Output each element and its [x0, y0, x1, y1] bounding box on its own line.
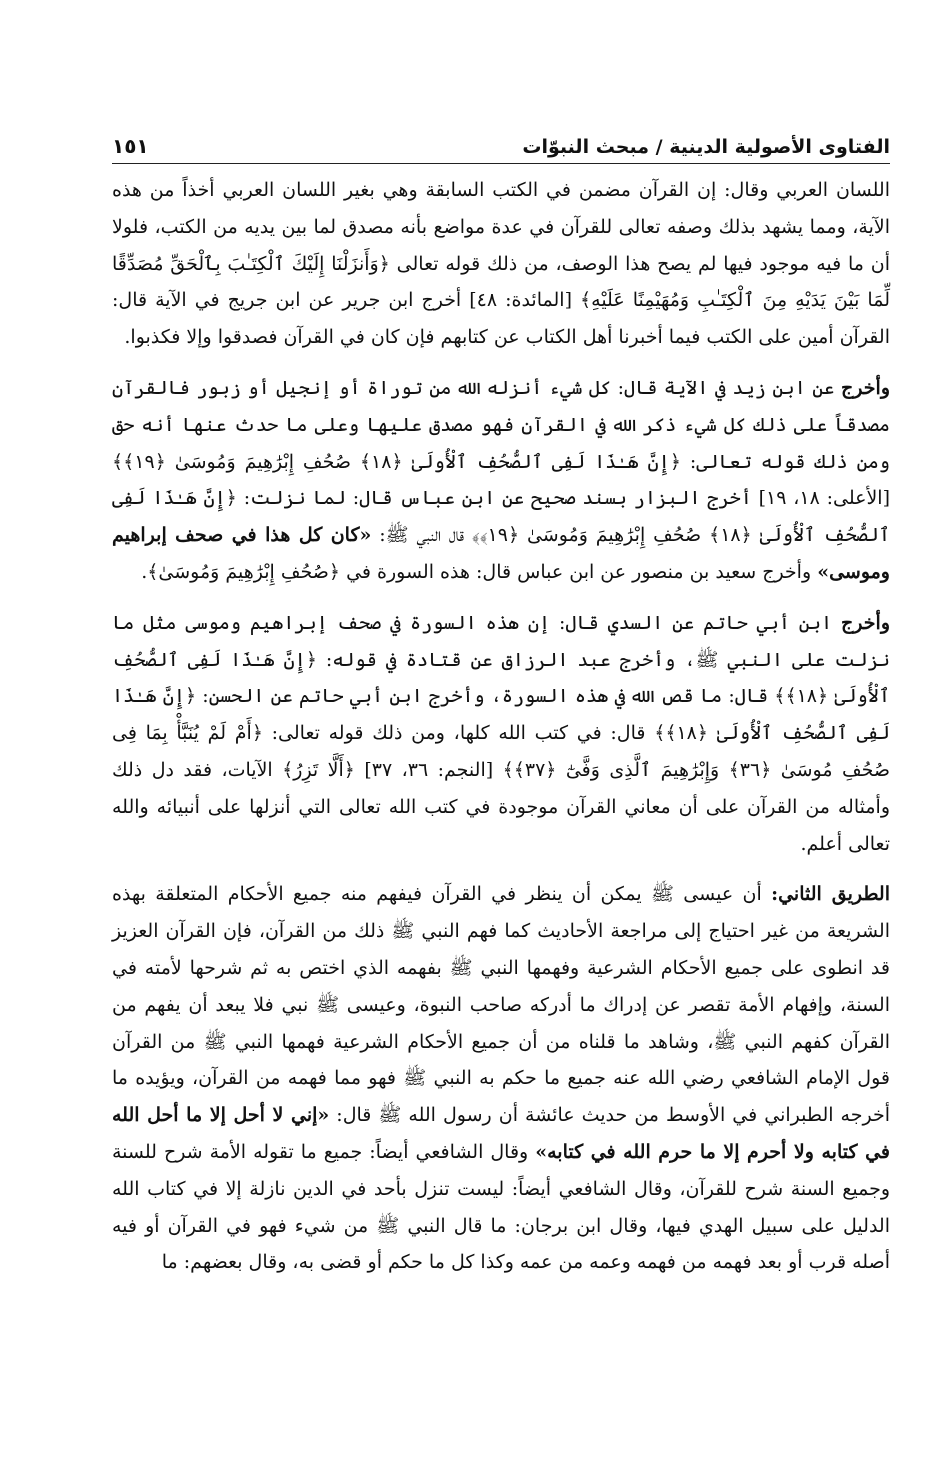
- page-number: ١٥١: [112, 134, 149, 158]
- hadith-quote: «إني لا أحل إلا ما أحل الله في كتابه ولا أحرم إلا ما حرم الله في كتابه»: [112, 1104, 890, 1163]
- section-heading: الطريق الثاني:: [771, 883, 890, 906]
- running-title: الفتاوى الأصولية الدينية / مبحث النبوّات: [522, 136, 890, 158]
- paragraph-text: اللسان العربي وقال: إن القرآن مضمن في الكتب السابقة وهي بغير اللسان العربي أخذاً من هذه الآية، ومما يشهد بذلك وصفه تعالى للقرآن في عدة مواضع بأنه مصدق لما بين يديه من الكتب، فلولا أن ما فيه موجود فيها لم يصح هذا الوصف، من ذلك قوله تعالى ﴿وَأَنزَلْنَا إِلَيْكَ ٱلْكِتَـٰبَ بِٱلْحَقِّ مُصَدِّقًا لِّمَا بَيْنَ يَدَيْهِ مِنَ ٱلْكِتَـٰبِ وَمُهَيْمِنًا عَلَيْهِ﴾ [المائدة: ٤٨] أخرج ابن جرير عن ابن جريج في الآية قال: القرآن أمين على الكتب فيما أخبرنا أهل الكتاب عن كتابهم فإن كان في القرآن فصدقوا وإلا فكذبوا.: [112, 179, 890, 349]
- paragraph-lead: وأخرج: [841, 611, 890, 634]
- paragraph-4: [112, 876, 890, 1281]
- paragraph-3: [112, 605, 890, 863]
- paragraph-text: ابن أبي حاتم عن السدي قال: إن هذه السورة في صحف إبراهيم وموسى مثل ما نزلت على النبي ﷺ، وأخرج عبد الرزاق عن قتادة في قوله: ﴿إِنَّ هَـٰذَا لَفِى ٱلصُّحُفِ ٱلْأُولَىٰ ﴿١٨﴾﴾ قال: ما قص الله في هذه السورة، وأخرج ابن أبي حاتم عن الحسن: ﴿إِنَّ هَـٰذَا لَفِى ٱلصُّحُفِ ٱلْأُولَىٰ ﴿١٨﴾﴾ قال: في كتب الله كلها، ومن ذلك قوله تعالى: ﴿أَمْ لَمْ يُنَبَّأْ بِمَا فِى صُحُفِ مُوسَىٰ ﴿٣٦﴾ وَإِبْرَٰهِيمَ ٱلَّذِى وَفَّىٰٓ ﴿٣٧﴾﴾ [النجم: ٣٦، ٣٧] ﴿أَلَّا تَزِرُ﴾ الآيات، فقد دل ذلك وأمثاله من القرآن على أن معاني القرآن موجودة في كتب الله تعالى التي أنزلها على أنبيائه والله تعالى أعلم.: [112, 611, 891, 855]
- paragraph-2: [112, 370, 890, 591]
- paragraph-lead: وأخرج: [841, 376, 890, 399]
- paragraph-text: عن ابن زيد في الآية قال: كل شيء أنزله الله من توراة أو إنجيل أو زبور فالقرآن مصدقاً على ذلك كل شيء ذكر الله في القرآن فهو مصدق عليها وعلى ما حدث عنها أنه حق ومن ذلك قوله تعالى: ﴿إِنَّ هَـٰذَا لَفِى ٱلصُّحُفِ ٱلْأُولَىٰ ﴿١٨﴾ صُحُفِ إِبْرَٰهِيمَ وَمُوسَىٰ ﴿١٩﴾﴾ [الأعلى: ١٨، ١٩] أخرج البزار بسند صحيح عن ابن عباس قال: لما نزلت: ﴿إِنَّ هَـٰذَا لَفِى ٱلصُّحُفِ ٱلْأُولَىٰ ﴿١٨﴾ صُحُفِ إِبْرَٰهِيمَ وَمُوسَىٰ ﴿١٩﴾﴾ قال النبي ﷺ:: [112, 376, 890, 547]
- page-header: [112, 118, 890, 158]
- body-text: [112, 172, 890, 1281]
- paragraph-text: أن عيسى ﷺ يمكن أن ينظر في القرآن فيفهم منه جميع الأحكام المتعلقة بهذه الشريعة من غير احتياج إلى مراجعة الأحاديث كما فهم النبي ﷺ ذلك من القرآن، فإن القرآن العزيز قد انطوى على جميع الأحكام الشرعية وفهمها النبي ﷺ بفهمه الذي اختص به ثم شرحها لأمته في السنة، وإفهام الأمة تقصر عن إدراك ما أدركه صاحب النبوة، وعيسى ﷺ نبي فلا يبعد أن يفهم من القرآن كفهم النبي ﷺ، وشاهد ما قلناه من أن جميع الأحكام الشرعية فهمها النبي ﷺ من القرآن قول الإمام الشافعي رضي الله عنه جميع ما حكم به النبي ﷺ فهو مما فهمه من القرآن، ويؤيده ما أخرجه الطبراني في الأوسط من حديث عائشة أن رسول الله ﷺ قال:: [112, 883, 890, 1127]
- header-rule: [112, 163, 890, 164]
- paragraph-1: [112, 172, 890, 356]
- paragraph-tail: وقال الشافعي أيضاً: جميع ما تقوله الأمة شرح للسنة وجميع السنة شرح للقرآن، وقال الشافعي أيضاً: ليست تنزل بأحد في الدين نازلة إلا في كتاب الله الدليل على سبيل الهدي فيها، وقال ابن برجان: ما قال النبي ﷺ من شيء فهو في القرآن أو فيه أصله قرب أو بعد فهمه من فهمه وعمه من عمه وكذا كل ما حكم أو قضى به، وقال بعضهم: ما: [112, 1140, 890, 1274]
- hadith-quote: «كان كل هذا في صحف إبراهيم وموسى»: [112, 524, 890, 583]
- paragraph-tail: وأخرج سعيد بن منصور عن ابن عباس قال: هذه السورة في ﴿صُحُفِ إِبْرَٰهِيمَ وَمُوسَىٰ﴾.: [141, 560, 818, 583]
